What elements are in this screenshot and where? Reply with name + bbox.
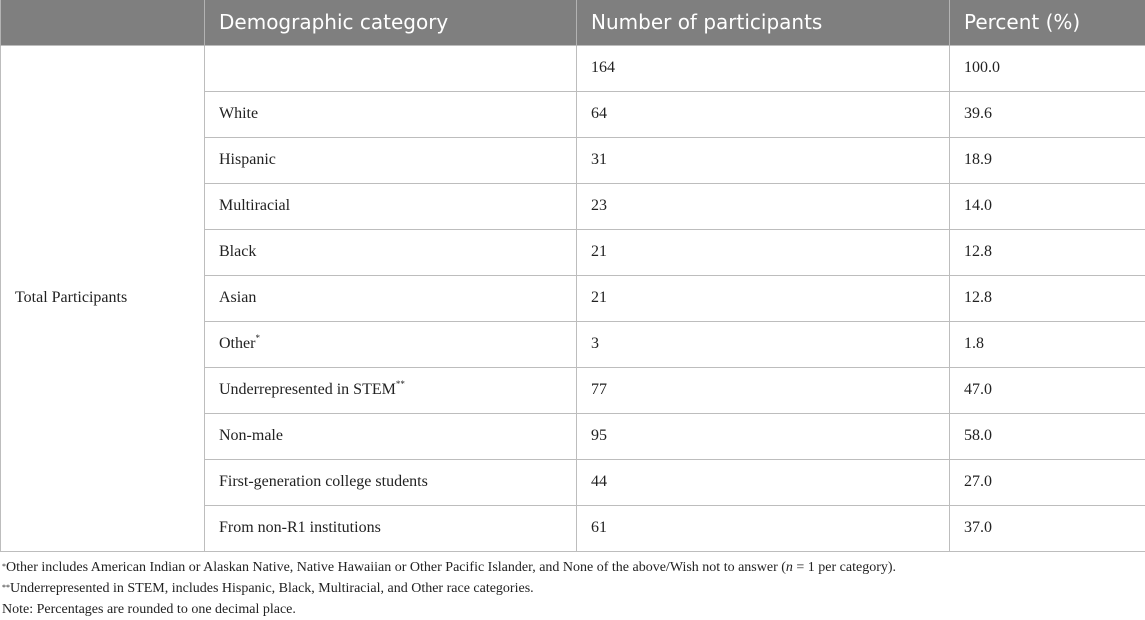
- percent-cell: 14.0: [950, 183, 1145, 229]
- category-cell: [205, 45, 577, 91]
- percent-cell: 12.8: [950, 275, 1145, 321]
- footnote-mark: **: [396, 379, 405, 389]
- count-cell: 31: [577, 137, 950, 183]
- category-label: Underrepresented in STEM: [219, 381, 396, 398]
- category-label: Other: [219, 335, 255, 352]
- count-cell: 64: [577, 91, 950, 137]
- percent-cell: 27.0: [950, 459, 1145, 505]
- category-cell: [205, 321, 577, 367]
- table-footnotes: [2, 557, 1142, 620]
- footnote-rounding-note: Note: Percentages are rounded to one decimal place.: [2, 599, 1142, 620]
- footnote-other: [2, 557, 1142, 578]
- count-cell: 3: [577, 321, 950, 367]
- percent-cell: 18.9: [950, 137, 1145, 183]
- category-label: Black: [219, 243, 256, 260]
- footnote-n-symbol: n: [786, 560, 793, 575]
- category-cell: [205, 91, 577, 137]
- footnote-mark: **: [2, 583, 10, 592]
- count-cell: 61: [577, 505, 950, 551]
- header-number-of-participants: Number of participants: [577, 0, 950, 45]
- footnote-text: Underrepresented in STEM, includes Hispanic, Black, Multiracial, and Other race categories.: [10, 581, 534, 596]
- footnote-mark: *: [255, 333, 260, 343]
- category-cell: [205, 137, 577, 183]
- footnote-mark: *: [2, 562, 6, 571]
- category-label: Non-male: [219, 427, 283, 444]
- category-cell: [205, 183, 577, 229]
- category-cell: [205, 275, 577, 321]
- category-label: Multiracial: [219, 197, 290, 214]
- percent-cell: 1.8: [950, 321, 1145, 367]
- header-percent: Percent (%): [950, 0, 1145, 45]
- percent-cell: 12.8: [950, 229, 1145, 275]
- header-demographic-category: Demographic category: [205, 0, 577, 45]
- count-cell: 164: [577, 45, 950, 91]
- category-label: Hispanic: [219, 151, 276, 168]
- category-label: White: [219, 105, 258, 122]
- table-row: [1, 45, 1145, 91]
- category-cell: [205, 505, 577, 551]
- footnote-underrepresented: [2, 578, 1142, 599]
- category-label: First-generation college students: [219, 473, 428, 490]
- count-cell: 23: [577, 183, 950, 229]
- category-cell: [205, 459, 577, 505]
- count-cell: 44: [577, 459, 950, 505]
- count-cell: 77: [577, 367, 950, 413]
- category-label: Asian: [219, 289, 256, 306]
- count-cell: 95: [577, 413, 950, 459]
- category-cell: [205, 367, 577, 413]
- category-label: From non-R1 institutions: [219, 519, 381, 536]
- footnote-text: = 1 per category).: [793, 560, 896, 575]
- footnote-text: Other includes American Indian or Alaskan Native, Native Hawaiian or Other Pacific Islander, and None of the above/Wish not to answer (: [6, 560, 786, 575]
- percent-cell: 37.0: [950, 505, 1145, 551]
- table-header-row: [1, 0, 1145, 45]
- table-body: [1, 45, 1145, 551]
- header-empty-cell: [1, 0, 205, 45]
- row-group-label: Total Participants: [1, 45, 205, 551]
- category-cell: [205, 413, 577, 459]
- percent-cell: 100.0: [950, 45, 1145, 91]
- percent-cell: 58.0: [950, 413, 1145, 459]
- count-cell: 21: [577, 275, 950, 321]
- percent-cell: 39.6: [950, 91, 1145, 137]
- count-cell: 21: [577, 229, 950, 275]
- category-cell: [205, 229, 577, 275]
- percent-cell: 47.0: [950, 367, 1145, 413]
